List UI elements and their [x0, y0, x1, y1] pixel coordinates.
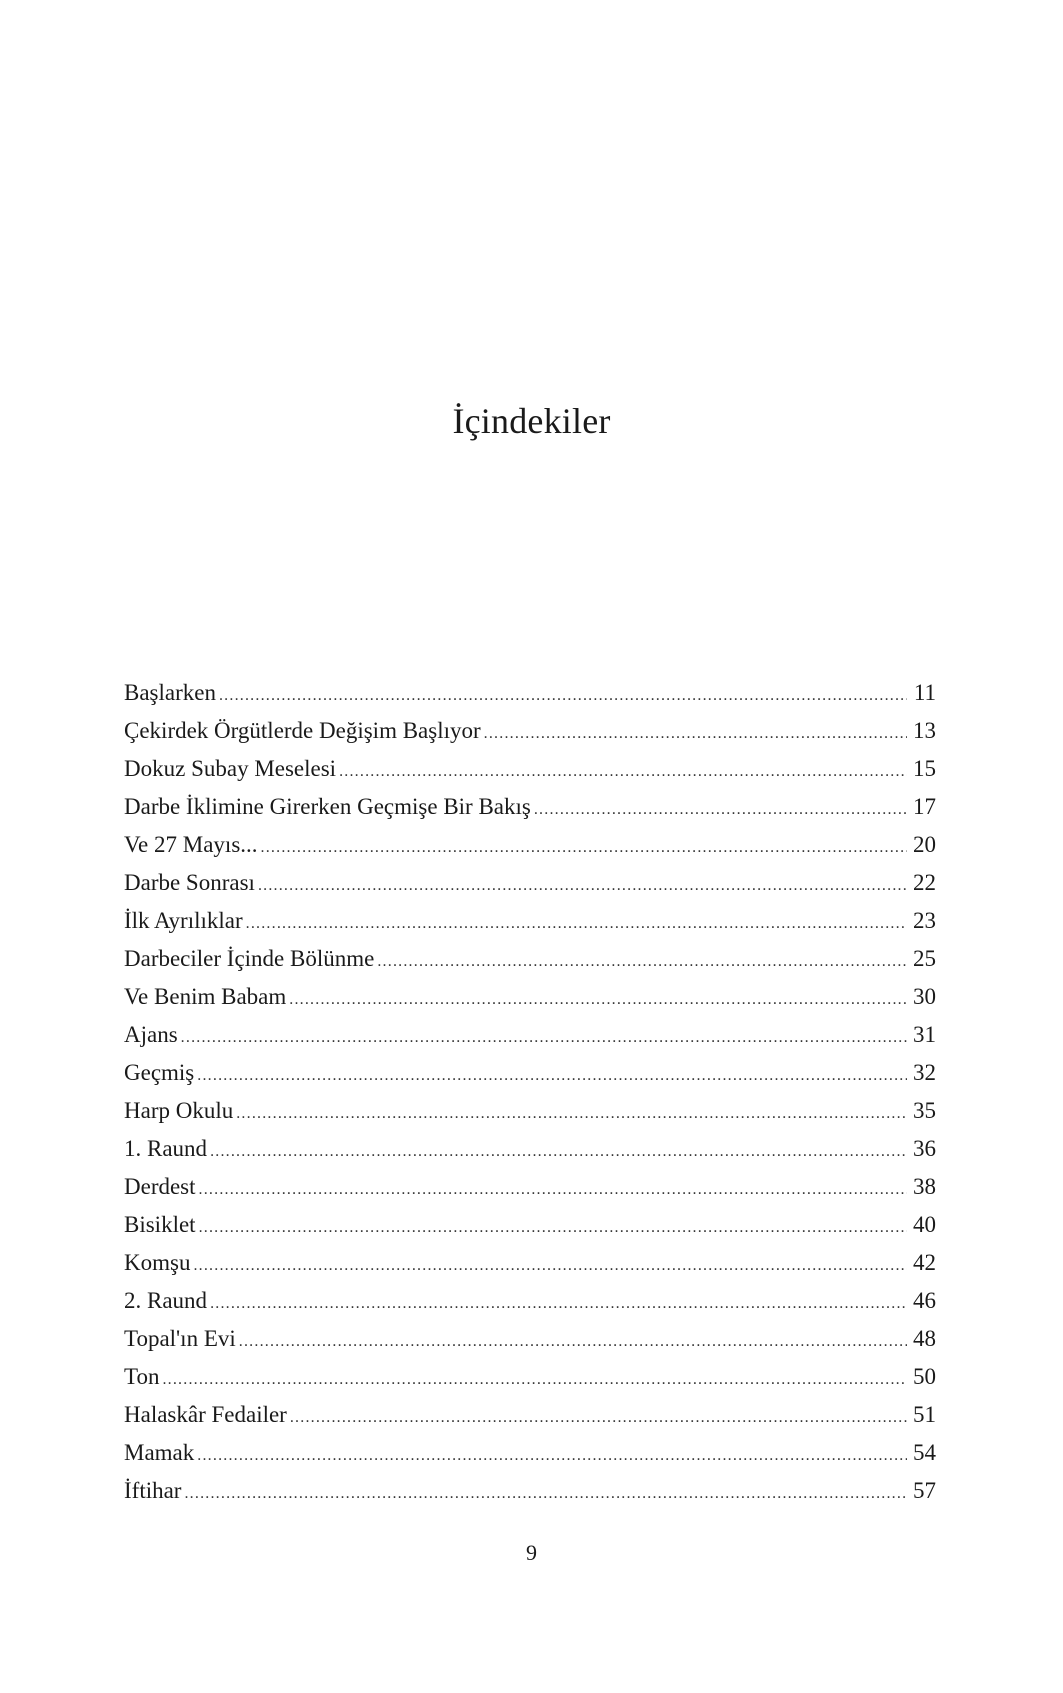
- toc-entry-title: İftihar: [124, 1478, 182, 1503]
- dot-leader: [534, 791, 907, 829]
- toc-entry: [124, 1054, 936, 1092]
- toc-entry: [124, 1358, 936, 1396]
- toc-entry: [124, 1472, 936, 1510]
- toc-entry-title: Ajans: [124, 1022, 178, 1047]
- toc-entry-page: 32: [913, 1060, 936, 1085]
- dot-leader: [219, 677, 907, 715]
- toc-entry: [124, 750, 936, 788]
- toc-entry: [124, 1168, 936, 1206]
- toc-entry-title: Ve Benim Babam: [124, 984, 287, 1009]
- toc-entry-title: Halaskâr Fedailer: [124, 1402, 287, 1427]
- toc-entry-page: 23: [913, 908, 936, 933]
- toc-entry-page: 50: [913, 1364, 936, 1389]
- toc-entry-page: 46: [913, 1288, 936, 1313]
- toc-entry-title: Harp Okulu: [124, 1098, 234, 1123]
- toc-entry: [124, 1092, 936, 1130]
- toc-entry-page: 57: [913, 1478, 936, 1503]
- dot-leader: [236, 1095, 907, 1133]
- toc-entry-title: Başlarken: [124, 680, 216, 705]
- toc-entry-page: 25: [913, 946, 936, 971]
- dot-leader: [339, 753, 907, 791]
- toc-entry: [124, 864, 936, 902]
- toc-entry-page: 42: [913, 1250, 936, 1275]
- toc-entry: [124, 1016, 936, 1054]
- table-of-contents: [124, 674, 936, 1510]
- toc-entry-page: 54: [913, 1440, 936, 1465]
- toc-entry-page: 48: [913, 1326, 936, 1351]
- dot-leader: [197, 1057, 907, 1095]
- dot-leader: [210, 1133, 907, 1171]
- toc-entry-title: Ve 27 Mayıs...: [124, 832, 258, 857]
- dot-leader: [261, 829, 907, 867]
- dot-leader: [193, 1247, 907, 1285]
- dot-leader: [199, 1171, 907, 1209]
- toc-entry: [124, 1206, 936, 1244]
- toc-entry: [124, 1320, 936, 1358]
- toc-entry-page: 15: [913, 756, 936, 781]
- toc-entry-title: Darbeciler İçinde Bölünme: [124, 946, 375, 971]
- toc-entry-page: 31: [913, 1022, 936, 1047]
- toc-entry-page: 17: [913, 794, 936, 819]
- toc-entry-title: Darbe Sonrası: [124, 870, 255, 895]
- dot-leader: [246, 905, 907, 943]
- toc-entry-title: İlk Ayrılıklar: [124, 908, 243, 933]
- dot-leader: [162, 1361, 907, 1399]
- dot-leader: [197, 1437, 907, 1475]
- toc-entry: [124, 1434, 936, 1472]
- dot-leader: [484, 715, 907, 753]
- toc-entry-title: Ton: [124, 1364, 160, 1389]
- toc-entry: [124, 1282, 936, 1320]
- toc-entry-title: Derdest: [124, 1174, 196, 1199]
- toc-entry-page: 38: [913, 1174, 936, 1199]
- toc-entry: [124, 1244, 936, 1282]
- toc-entry-page: 20: [913, 832, 936, 857]
- dot-leader: [377, 943, 907, 981]
- toc-entry: [124, 902, 936, 940]
- toc-entry-page: 51: [913, 1402, 936, 1427]
- toc-entry-title: Topal'ın Evi: [124, 1326, 236, 1351]
- toc-entry-page: 30: [913, 984, 936, 1009]
- toc-entry-title: Çekirdek Örgütlerde Değişim Başlıyor: [124, 718, 481, 743]
- dot-leader: [199, 1209, 907, 1247]
- toc-entry: [124, 712, 936, 750]
- toc-entry-title: Darbe İklimine Girerken Geçmişe Bir Bakış: [124, 794, 531, 819]
- dot-leader: [258, 867, 907, 905]
- dot-leader: [239, 1323, 907, 1361]
- toc-entry: [124, 940, 936, 978]
- toc-entry-title: 1. Raund: [124, 1136, 208, 1161]
- toc-entry-page: 40: [913, 1212, 936, 1237]
- dot-leader: [184, 1475, 907, 1513]
- toc-entry-title: Dokuz Subay Meselesi: [124, 756, 337, 781]
- dot-leader: [289, 981, 907, 1019]
- toc-entry: [124, 826, 936, 864]
- toc-entry-title: Geçmiş: [124, 1060, 195, 1085]
- toc-entry-title: Mamak: [124, 1440, 195, 1465]
- toc-entry-page: 36: [913, 1136, 936, 1161]
- toc-entry: [124, 1130, 936, 1168]
- page-title: İçindekiler: [452, 401, 611, 441]
- toc-entry: [124, 1396, 936, 1434]
- dot-leader: [290, 1399, 907, 1437]
- dot-leader: [210, 1285, 907, 1323]
- toc-entry-title: Bisiklet: [124, 1212, 196, 1237]
- toc-entry-page: 35: [913, 1098, 936, 1123]
- dot-leader: [181, 1019, 907, 1057]
- toc-entry-title: 2. Raund: [124, 1288, 208, 1313]
- toc-entry-page: 22: [913, 870, 936, 895]
- toc-entry: [124, 788, 936, 826]
- toc-entry: [124, 978, 936, 1016]
- toc-entry-title: Komşu: [124, 1250, 191, 1275]
- toc-entry-page: 13: [913, 718, 936, 743]
- toc-entry-page: 11: [913, 680, 936, 705]
- toc-entry: [124, 674, 936, 712]
- page-number: 9: [526, 1540, 537, 1565]
